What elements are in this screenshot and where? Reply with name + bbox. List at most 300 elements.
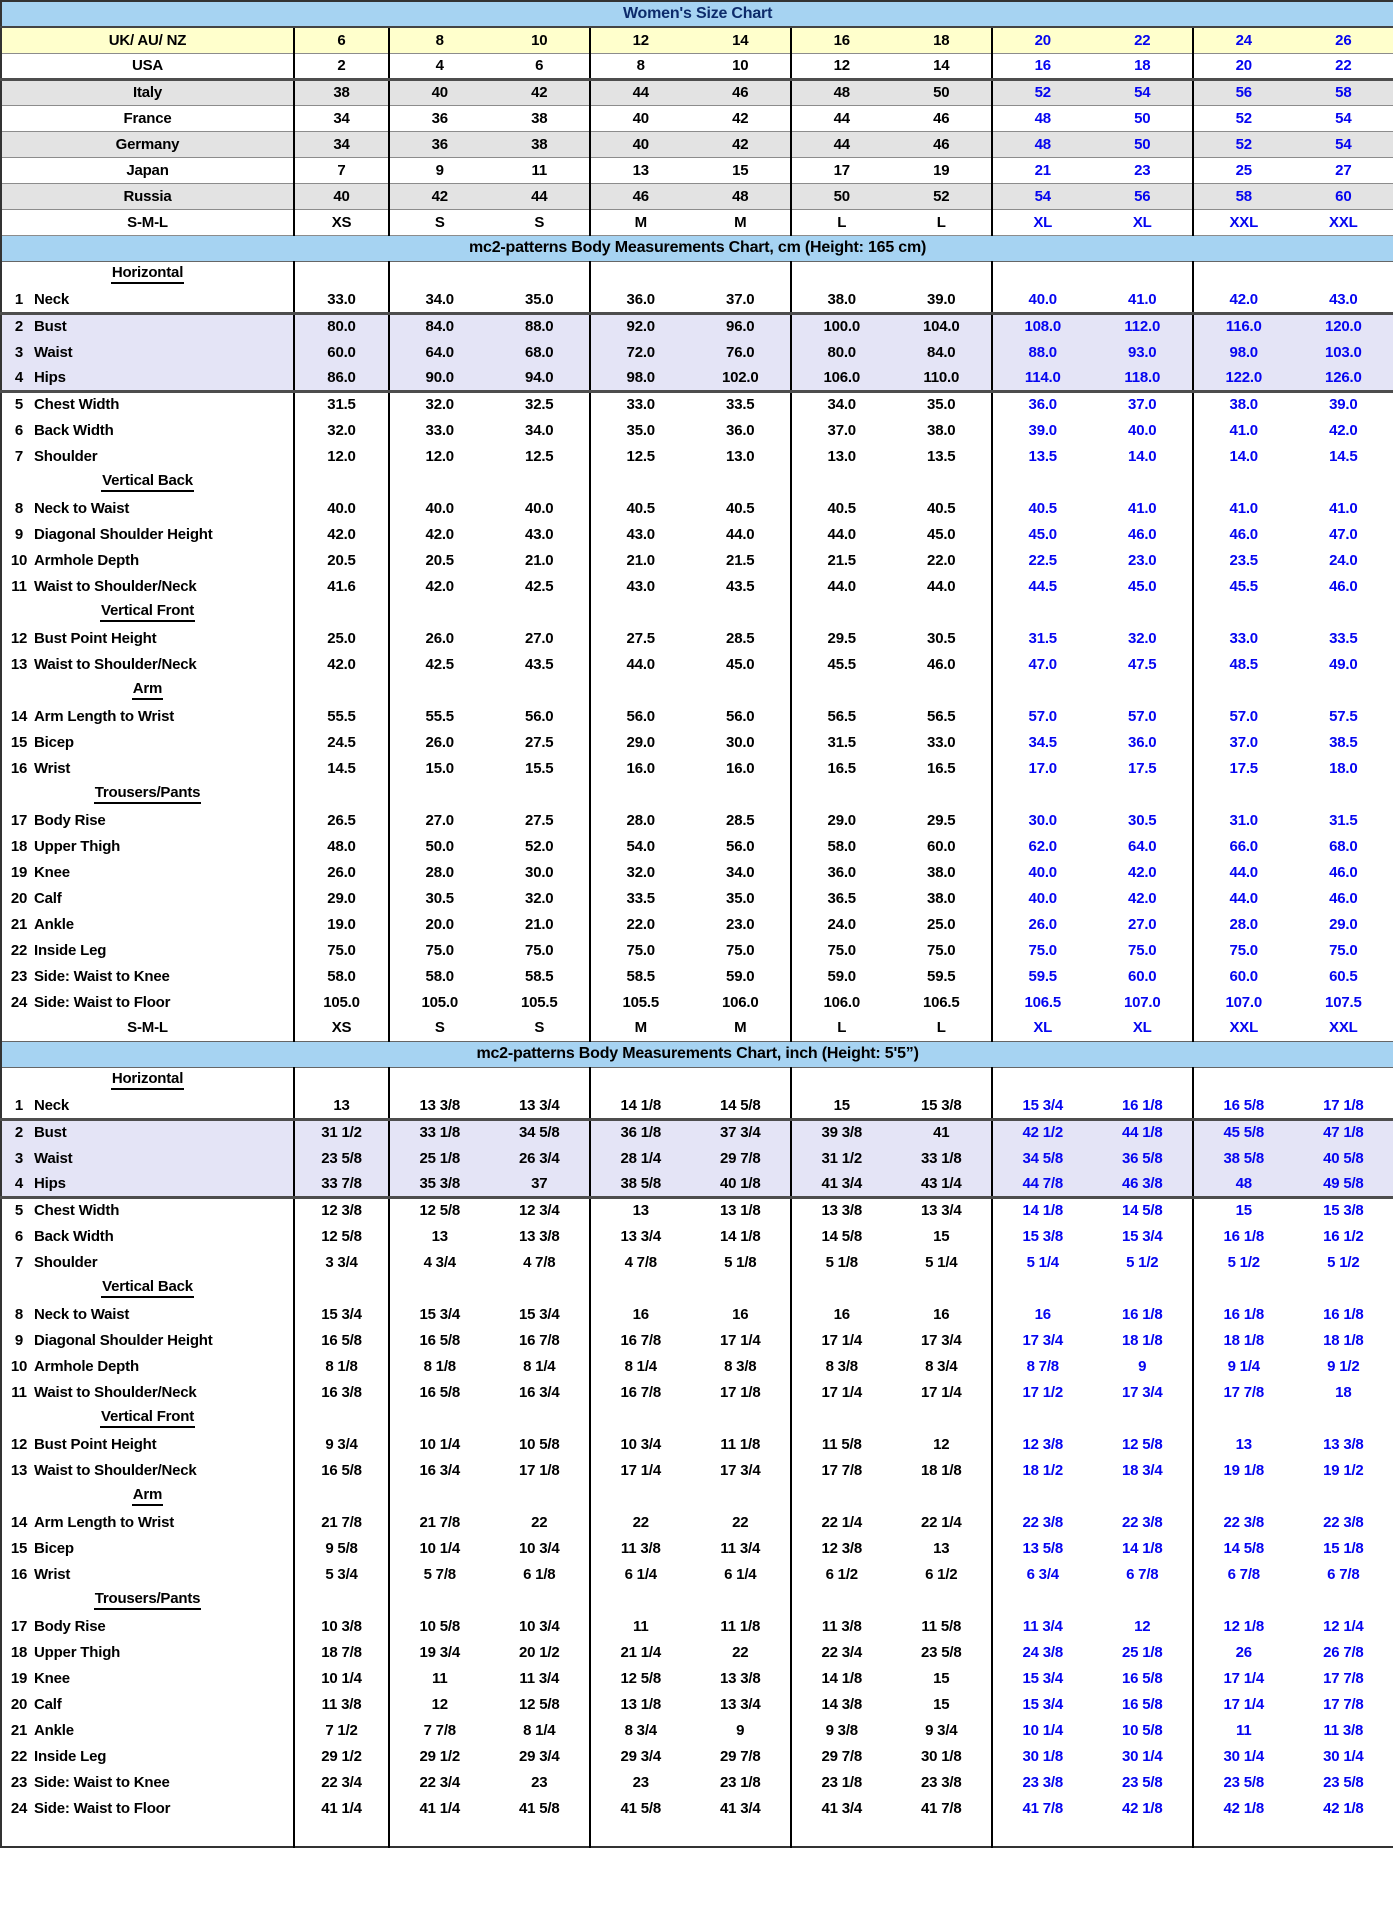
value-cell: 10 3/4 <box>490 1535 591 1561</box>
value-cell: 35 3/8 <box>389 1171 490 1197</box>
value-cell <box>294 1067 389 1093</box>
value-cell: 39 3/8 <box>791 1119 892 1145</box>
value-cell: 16.5 <box>892 755 993 781</box>
table-row <box>1 937 1393 963</box>
value-cell: 45.0 <box>1028 525 1057 543</box>
row-number: 17 <box>10 1617 28 1635</box>
value-cell: 75.0 <box>1028 941 1057 959</box>
value-cell: 88.0 <box>490 313 591 339</box>
value-cell: 20 <box>992 27 1093 53</box>
value-cell: 31 1/2 <box>791 1145 892 1171</box>
row-name: Waist <box>34 343 73 361</box>
value-cell: 27 <box>1294 157 1393 183</box>
value-cell: 28.5 <box>691 625 792 651</box>
value-cell: 37.0 <box>1093 391 1194 417</box>
value-cell: 56.0 <box>490 703 591 729</box>
value-cell: 41.6 <box>294 573 389 599</box>
value-cell: 42 1/8 <box>1323 1799 1364 1817</box>
row-number: 11 <box>11 1383 27 1401</box>
row-label <box>1 365 294 391</box>
value-cell: 32.0 <box>294 417 389 443</box>
value-cell: S <box>434 1019 445 1037</box>
value-cell: 107.0 <box>1225 993 1263 1011</box>
value-cell: 40.0 <box>1028 889 1057 907</box>
value-cell: 9 1/2 <box>1327 1357 1360 1375</box>
value-cell: 47.5 <box>1093 651 1194 677</box>
row-number: 18 <box>10 1643 28 1661</box>
row-label <box>1 625 294 651</box>
value-cell: 46.0 <box>892 651 993 677</box>
value-cell: 44 1/8 <box>1093 1119 1194 1145</box>
value-cell: M <box>691 1015 792 1041</box>
row-number: 8 <box>14 499 24 517</box>
value-cell <box>791 677 892 703</box>
value-cell: XL <box>992 209 1093 235</box>
value-cell: 34.0 <box>389 287 490 313</box>
value-cell: 44.0 <box>691 521 792 547</box>
value-cell: 28 1/4 <box>590 1145 691 1171</box>
value-cell: 6 1/4 <box>691 1561 792 1587</box>
value-cell: L <box>791 209 892 235</box>
value-cell: 16 5/8 <box>1193 1093 1294 1119</box>
value-cell: 30 1/4 <box>1323 1747 1364 1765</box>
value-cell <box>992 1275 1093 1301</box>
value-cell <box>1294 677 1393 703</box>
value-cell <box>1193 1587 1294 1613</box>
value-cell: S <box>490 209 591 235</box>
row-label <box>1 1821 294 1847</box>
value-cell <box>389 1587 490 1613</box>
row-label <box>1 183 294 209</box>
value-cell: 6 1/2 <box>892 1561 993 1587</box>
value-cell: 46.0 <box>1093 521 1194 547</box>
value-cell: 31.5 <box>827 733 856 751</box>
row-name: Russia <box>123 187 172 205</box>
value-cell <box>892 599 993 625</box>
row-label <box>1 53 294 79</box>
value-cell: 16 5/8 <box>1093 1691 1194 1717</box>
value-cell: 13 3/4 <box>691 1691 792 1717</box>
value-cell: 16.5 <box>827 759 856 777</box>
value-cell: 20 <box>1193 53 1294 79</box>
value-cell: 17 7/8 <box>1323 1669 1364 1687</box>
value-cell <box>490 1587 591 1613</box>
table-row <box>1 677 1393 703</box>
value-cell: 59.0 <box>827 967 856 985</box>
value-cell: 29 1/2 <box>419 1747 460 1765</box>
value-cell <box>1093 469 1194 495</box>
row-label <box>1 1223 294 1249</box>
value-cell: 19 1/2 <box>1323 1461 1364 1479</box>
value-cell: 23 3/8 <box>892 1769 993 1795</box>
value-cell: 17 <box>791 157 892 183</box>
value-cell: 64.0 <box>1093 833 1194 859</box>
value-cell: 16 1/8 <box>1223 1305 1264 1323</box>
value-cell: 48 <box>791 79 892 105</box>
value-cell: 18 7/8 <box>294 1639 389 1665</box>
value-cell: 13 <box>294 1093 389 1119</box>
row-name: Calf <box>34 1695 62 1713</box>
value-cell: 6 3/4 <box>1026 1565 1059 1583</box>
value-cell: 42.5 <box>425 655 454 673</box>
row-number: 10 <box>10 1357 28 1375</box>
row-name: Neck <box>34 1096 70 1114</box>
value-cell: 105.0 <box>294 989 389 1015</box>
value-cell: 13.0 <box>691 443 792 469</box>
row-number: 4 <box>14 1174 24 1192</box>
value-cell: 38.0 <box>892 885 993 911</box>
value-cell: 30.0 <box>490 859 591 885</box>
value-cell <box>691 1821 792 1847</box>
value-cell: 42 <box>691 105 792 131</box>
value-cell: 10 1/4 <box>419 1435 460 1453</box>
table-row <box>1 1769 1393 1795</box>
table-row <box>1 1535 1393 1561</box>
value-cell <box>892 1067 993 1093</box>
value-cell: 21.5 <box>691 547 792 573</box>
value-cell <box>1193 781 1294 807</box>
value-cell <box>490 677 591 703</box>
row-number: 6 <box>14 1227 24 1245</box>
value-cell: 17 1/4 <box>821 1383 862 1401</box>
value-cell: 75.0 <box>892 937 993 963</box>
value-cell: 41 <box>892 1119 993 1145</box>
value-cell <box>389 1821 490 1847</box>
value-cell: 6 1/4 <box>624 1565 657 1583</box>
value-cell: 22 <box>691 1639 792 1665</box>
row-label <box>1 807 294 833</box>
value-cell: 41 5/8 <box>620 1799 661 1817</box>
value-cell: 75.0 <box>691 937 792 963</box>
table-row <box>1 1561 1393 1587</box>
value-cell: 7 <box>294 157 389 183</box>
value-cell: 6 1/2 <box>825 1565 858 1583</box>
table-row <box>1 1275 1393 1301</box>
row-number: 5 <box>14 1202 24 1220</box>
table-row <box>1 781 1393 807</box>
value-cell <box>992 469 1093 495</box>
row-name: France <box>123 109 172 127</box>
value-cell: 22 3/8 <box>1093 1509 1194 1535</box>
value-cell: 15 3/8 <box>1323 1202 1364 1220</box>
row-name: Arm Length to Wrist <box>34 1513 175 1531</box>
value-cell: 18.0 <box>1329 759 1358 777</box>
value-cell: 42 1/8 <box>1223 1799 1264 1817</box>
value-cell: 3 3/4 <box>294 1249 389 1275</box>
value-cell: 36.5 <box>827 889 856 907</box>
value-cell: 30.0 <box>691 729 792 755</box>
value-cell: 23 5/8 <box>1223 1773 1264 1791</box>
table-row <box>1 1249 1393 1275</box>
row-label <box>1 755 294 781</box>
row-label <box>1 131 294 157</box>
value-cell: 42.0 <box>425 577 454 595</box>
value-cell: 122.0 <box>1193 365 1294 391</box>
value-cell: 56.0 <box>691 833 792 859</box>
value-cell: 43.0 <box>1294 287 1393 313</box>
value-cell: 49 5/8 <box>1294 1171 1393 1197</box>
value-cell: 29.0 <box>626 733 655 751</box>
row-number: 24 <box>10 1799 28 1817</box>
value-cell <box>1294 1405 1393 1431</box>
value-cell: 15 <box>892 1223 993 1249</box>
value-cell: 17 1/4 <box>1223 1669 1264 1687</box>
value-cell <box>1193 261 1294 287</box>
value-cell: 16 <box>892 1301 993 1327</box>
value-cell: 44.0 <box>1229 889 1258 907</box>
row-name: Ankle <box>34 915 74 933</box>
value-cell: 7 7/8 <box>423 1721 456 1739</box>
value-cell: 15 <box>892 1691 993 1717</box>
row-name: Ankle <box>34 1721 74 1739</box>
value-cell: 5 7/8 <box>423 1565 456 1583</box>
value-cell: 33.0 <box>892 729 993 755</box>
row-number: 17 <box>10 811 28 829</box>
value-cell <box>389 599 490 625</box>
value-cell: 80.0 <box>791 339 892 365</box>
value-cell: 12 <box>791 53 892 79</box>
value-cell: 23 1/8 <box>821 1773 862 1791</box>
value-cell: 96.0 <box>691 313 792 339</box>
value-cell: 11 <box>432 1669 448 1687</box>
table-row <box>1 1743 1393 1769</box>
table-row <box>1 1119 1393 1145</box>
value-cell <box>590 1483 691 1509</box>
value-cell: 17 1/4 <box>1223 1695 1264 1713</box>
value-cell <box>294 1275 389 1301</box>
value-cell: 35.0 <box>691 885 792 911</box>
row-label <box>1 105 294 131</box>
value-cell: 36.0 <box>691 417 792 443</box>
row-name: Side: Waist to Floor <box>34 993 171 1011</box>
value-cell: 12 5/8 <box>419 1202 460 1220</box>
value-cell <box>1294 1587 1393 1613</box>
value-cell: 38.0 <box>892 417 993 443</box>
value-cell: 9 1/4 <box>1227 1357 1260 1375</box>
value-cell <box>892 1405 993 1431</box>
value-cell: 40.0 <box>1093 417 1194 443</box>
value-cell: 42 1/2 <box>992 1119 1093 1145</box>
value-cell: 60.0 <box>294 339 389 365</box>
value-cell: 112.0 <box>1093 313 1194 339</box>
value-cell: 42 1/8 <box>1093 1795 1194 1821</box>
value-cell: 39.0 <box>1028 421 1057 439</box>
row-label <box>1 1301 294 1327</box>
value-cell <box>992 1067 1093 1093</box>
value-cell <box>1193 1275 1294 1301</box>
value-cell: 17.5 <box>1229 759 1258 777</box>
value-cell: 10 5/8 <box>490 1431 591 1457</box>
value-cell: 27.5 <box>490 807 591 833</box>
value-cell: 38 5/8 <box>590 1171 691 1197</box>
value-cell: 16 1/8 <box>1093 1093 1194 1119</box>
row-number: 1 <box>14 1096 24 1114</box>
row-label <box>1 677 294 703</box>
value-cell: 11 3/8 <box>294 1691 389 1717</box>
row-name: Inside Leg <box>34 941 107 959</box>
value-cell: 21.0 <box>490 911 591 937</box>
value-cell: 12 5/8 <box>490 1691 591 1717</box>
value-cell: 41.0 <box>1093 287 1194 313</box>
value-cell: 17 1/4 <box>892 1379 993 1405</box>
row-label <box>1 1145 294 1171</box>
row-name: Back Width <box>34 1227 114 1245</box>
value-cell: 38 <box>490 131 591 157</box>
row-label <box>1 1535 294 1561</box>
value-cell: 29 3/4 <box>490 1743 591 1769</box>
row-name: Armhole Depth <box>34 551 139 569</box>
value-cell: 23 5/8 <box>892 1639 993 1665</box>
value-cell: 15.5 <box>490 755 591 781</box>
row-label <box>1 859 294 885</box>
table-row <box>1 1795 1393 1821</box>
value-cell: 54 <box>992 183 1093 209</box>
value-cell: 35.0 <box>626 421 655 439</box>
row-label <box>1 417 294 443</box>
value-cell: 18 1/8 <box>1223 1331 1264 1349</box>
value-cell <box>1294 1067 1393 1093</box>
value-cell: 60.0 <box>1093 963 1194 989</box>
value-cell: 34.0 <box>827 396 856 414</box>
row-label <box>1 1353 294 1379</box>
value-cell: 14 <box>691 27 792 53</box>
value-cell <box>490 1405 591 1431</box>
value-cell <box>1193 1483 1294 1509</box>
value-cell: 17 1/4 <box>691 1327 792 1353</box>
value-cell <box>590 1587 691 1613</box>
value-cell <box>892 261 993 287</box>
value-cell: 36.0 <box>827 863 856 881</box>
row-label <box>1 703 294 729</box>
value-cell: 26.0 <box>1028 915 1057 933</box>
value-cell: 57.0 <box>1028 707 1057 725</box>
section-heading: Trousers/Pants <box>94 784 202 804</box>
value-cell: 75.0 <box>490 937 591 963</box>
value-cell: 43.0 <box>626 577 655 595</box>
value-cell: 15 3/8 <box>1022 1227 1063 1245</box>
value-cell: 10 3/8 <box>294 1613 389 1639</box>
value-cell: 16 <box>833 1305 850 1323</box>
row-number: 23 <box>10 967 28 985</box>
value-cell: 17 3/4 <box>1093 1379 1194 1405</box>
value-cell: 17.0 <box>1028 759 1057 777</box>
value-cell: 116.0 <box>1193 313 1294 339</box>
value-cell: 40.5 <box>827 499 856 517</box>
value-cell: 10 1/4 <box>419 1539 460 1557</box>
value-cell: 16 5/8 <box>1093 1665 1194 1691</box>
value-cell: 22.5 <box>1028 551 1057 569</box>
value-cell <box>1193 677 1294 703</box>
value-cell: 31.5 <box>1329 811 1358 829</box>
value-cell: 32.0 <box>425 396 454 414</box>
value-cell: L <box>837 1019 847 1037</box>
value-cell: 13 3/8 <box>821 1202 862 1220</box>
row-name: Germany <box>115 135 180 153</box>
value-cell: 6 7/8 <box>1327 1565 1360 1583</box>
value-cell: 40.5 <box>691 495 792 521</box>
value-cell: 41.0 <box>1093 495 1194 521</box>
value-cell: 34.0 <box>691 859 792 885</box>
value-cell: 56 <box>1093 183 1194 209</box>
value-cell: 80.0 <box>294 313 389 339</box>
value-cell: 42.0 <box>425 525 454 543</box>
value-cell: 6 7/8 <box>1093 1561 1194 1587</box>
row-label <box>1 1587 294 1613</box>
value-cell <box>590 1821 691 1847</box>
value-cell: 41 3/4 <box>821 1799 862 1817</box>
table-row <box>1 885 1393 911</box>
row-label <box>1 781 294 807</box>
value-cell: 76.0 <box>691 339 792 365</box>
value-cell: 12 5/8 <box>620 1669 661 1687</box>
value-cell: 106.0 <box>823 993 861 1011</box>
value-cell: 45.0 <box>1093 573 1194 599</box>
value-cell: 23 5/8 <box>1323 1773 1364 1791</box>
row-label <box>1 1431 294 1457</box>
value-cell: 5 3/4 <box>294 1561 389 1587</box>
value-cell: 45.5 <box>1229 577 1258 595</box>
value-cell: 92.0 <box>590 313 691 339</box>
value-cell: 21 <box>992 157 1093 183</box>
value-cell: 56 <box>1193 79 1294 105</box>
value-cell: 22 3/8 <box>1223 1513 1264 1531</box>
value-cell: 15 1/8 <box>1323 1539 1364 1557</box>
value-cell: 37 <box>490 1171 591 1197</box>
row-number: 21 <box>10 915 28 933</box>
table-row <box>1 53 1393 79</box>
value-cell: 13 3/4 <box>892 1197 993 1223</box>
row-label <box>1 1197 294 1223</box>
value-cell: 18 <box>1335 1383 1352 1401</box>
value-cell: 5 1/2 <box>1093 1249 1194 1275</box>
value-cell: 17 3/4 <box>892 1327 993 1353</box>
value-cell: 13.5 <box>892 443 993 469</box>
value-cell: M <box>634 1019 647 1037</box>
value-cell: 23 5/8 <box>294 1145 389 1171</box>
value-cell: 13 <box>431 1227 448 1245</box>
row-number: 5 <box>14 396 24 414</box>
value-cell: XL <box>1093 209 1194 235</box>
value-cell <box>691 677 792 703</box>
value-cell: 13 3/8 <box>691 1665 792 1691</box>
table-row <box>1 755 1393 781</box>
value-cell: 25.0 <box>294 625 389 651</box>
row-label <box>1 911 294 937</box>
value-cell <box>389 1483 490 1509</box>
row-name: Armhole Depth <box>34 1357 139 1375</box>
value-cell: 26 <box>1235 1643 1252 1661</box>
value-cell: 48.0 <box>294 833 389 859</box>
value-cell <box>791 1483 892 1509</box>
value-cell <box>691 1405 792 1431</box>
value-cell: 40 <box>389 79 490 105</box>
value-cell <box>590 781 691 807</box>
value-cell: 12 5/8 <box>294 1223 389 1249</box>
row-name: S-M-L <box>127 1019 168 1037</box>
value-cell: 44 <box>791 131 892 157</box>
row-name: Wrist <box>34 1565 71 1583</box>
value-cell: 9 3/8 <box>825 1721 858 1739</box>
value-cell: 6 1/8 <box>490 1561 591 1587</box>
value-cell: 22.0 <box>892 547 993 573</box>
row-label <box>1 885 294 911</box>
value-cell: 15 3/4 <box>1022 1695 1063 1713</box>
row-name: Shoulder <box>34 1253 98 1271</box>
row-name: Bust Point Height <box>34 629 157 647</box>
value-cell: 40.0 <box>490 495 591 521</box>
value-cell: 54 <box>1294 105 1393 131</box>
table-row <box>1 1353 1393 1379</box>
